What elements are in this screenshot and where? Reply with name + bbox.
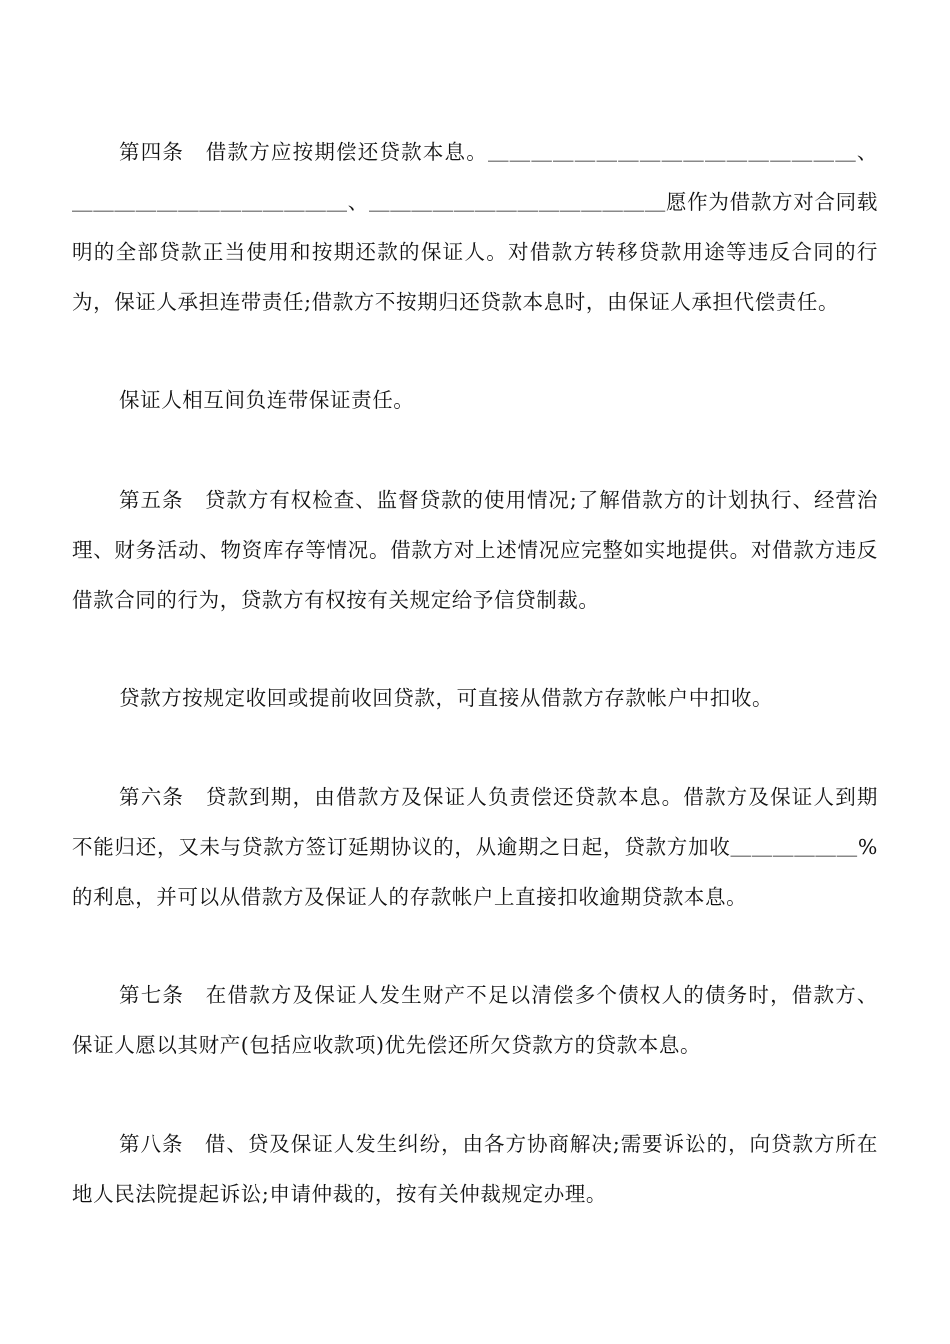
guarantor-joint-liability-paragraph: 保证人相互间负连带保证责任。	[119, 388, 415, 412]
article-8-paragraph: 第八条 借、贷及保证人发生纠纷，由各方协商解决;需要诉讼的，向贷款方所在地人民法院提起诉讼;申请仲裁的，按有关仲裁规定办理。	[72, 1132, 878, 1206]
loan-recovery-paragraph: 贷款方按规定收回或提前收回贷款，可直接从借款方存款帐户中扣收。	[119, 686, 774, 710]
article-5-paragraph: 第五条 贷款方有权检查、监督贷款的使用情况;了解借款方的计划执行、经营治理、财务活动、物资库存等情况。借款方对上述情况应完整如实地提供。对借款方违反借款合同的行为，贷款方有权按有关规定给予信贷制裁。	[72, 488, 878, 612]
article-6-paragraph: 第六条 贷款到期，由借款方及保证人负责偿还贷款本息。借款方及保证人到期不能归还，又未与贷款方签订延期协议的，从逾期之日起，贷款方加收＿＿＿＿＿＿%的利息，并可以从借款方及保证人的存款帐户上直接扣收逾期贷款本息。	[72, 785, 878, 909]
article-4-paragraph: 第四条 借款方应按期偿还贷款本息。＿＿＿＿＿＿＿＿＿＿＿＿＿＿＿＿＿、＿＿＿＿＿＿＿＿＿＿＿＿＿、＿＿＿＿＿＿＿＿＿＿＿＿＿＿愿作为借款方对合同载明的全部贷款正当使用和按期还款的保证人。对借款方转移贷款用途等违反合同的行为，保证人承担连带责任;借款方不按期归还贷款本息时，由保证人承担代偿责任。	[72, 140, 878, 314]
article-7-paragraph: 第七条 在借款方及保证人发生财产不足以清偿多个债权人的债务时，借款方、保证人愿以其财产(包括应收款项)优先偿还所欠贷款方的贷款本息。	[72, 983, 878, 1057]
